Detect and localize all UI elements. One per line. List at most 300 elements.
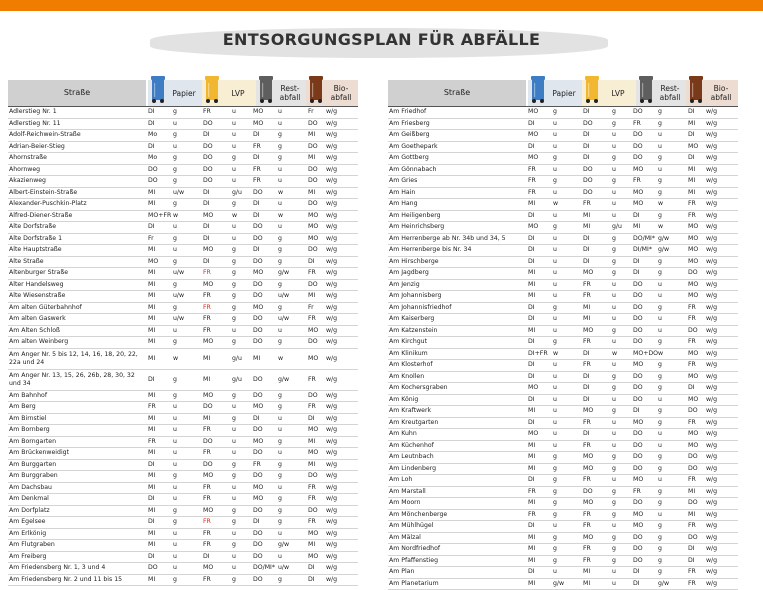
cell-value: w/g: [706, 337, 717, 348]
cell-value: DI: [583, 372, 590, 383]
street-name: Am Dorfplatz: [9, 506, 144, 517]
table-row: [388, 257, 738, 269]
cell-value: u: [232, 119, 236, 130]
cell-value: FR: [583, 521, 591, 532]
cell-value: DI: [688, 130, 695, 141]
cell-value: DO: [308, 337, 318, 348]
cell-value: MO: [308, 552, 318, 563]
cell-value: MI: [583, 303, 590, 314]
table-row: [388, 579, 738, 590]
cell-value: g: [278, 234, 282, 245]
cell-value: u: [173, 552, 177, 563]
table-row: [388, 153, 738, 165]
cell-value: w/g: [326, 425, 337, 436]
cell-value: g/u: [612, 222, 622, 233]
cell-value: g: [232, 245, 236, 256]
street-name: Am Nordfriedhof: [389, 544, 524, 555]
table-row: [388, 429, 738, 441]
cell-value: u: [553, 418, 557, 429]
cell-value: w/g: [326, 506, 337, 517]
cell-value: DI/MI*: [633, 245, 652, 256]
cell-value: DO: [253, 529, 263, 540]
cell-value: MO: [633, 188, 643, 199]
table-row: [8, 153, 358, 165]
cell-value: MO: [253, 402, 263, 413]
cell-value: DO: [633, 556, 643, 567]
street-name: Alter Handelsweg: [9, 280, 144, 291]
cell-value: w/g: [706, 521, 717, 532]
cell-value: u: [553, 326, 557, 337]
cell-value: w: [173, 211, 178, 222]
cell-value: g: [278, 575, 282, 586]
cell-value: u: [232, 563, 236, 574]
cell-value: g: [658, 498, 662, 509]
cell-value: g: [658, 556, 662, 567]
table-row: [388, 510, 738, 522]
cell-value: u: [658, 142, 662, 153]
header-rest: [256, 80, 306, 106]
cell-value: DI: [308, 257, 315, 268]
cell-value: u: [553, 234, 557, 245]
cell-value: u: [612, 521, 616, 532]
cell-value: w/g: [326, 107, 337, 118]
cell-value: DI: [148, 142, 155, 153]
cell-value: DO: [253, 188, 263, 199]
cell-value: w/g: [706, 199, 717, 210]
cell-value: FR: [148, 402, 156, 413]
cell-value: MO: [688, 441, 698, 452]
cell-value: DO: [253, 314, 263, 325]
cell-value: u: [173, 245, 177, 256]
street-name: Akazienweg: [9, 176, 144, 187]
table-row: [388, 452, 738, 464]
cell-value: g: [612, 153, 616, 164]
street-name: Am Küchenhof: [389, 441, 524, 452]
table-row: [8, 222, 358, 234]
header-papier: [148, 80, 202, 106]
cell-value: DI: [203, 199, 210, 210]
cell-value: u: [232, 326, 236, 337]
cell-value: u: [658, 395, 662, 406]
cell-value: g: [658, 521, 662, 532]
cell-value: u: [658, 130, 662, 141]
cell-value: FR: [308, 483, 316, 494]
cell-value: w/g: [326, 349, 337, 369]
cell-value: MI: [148, 414, 155, 425]
cell-value: MI: [528, 533, 535, 544]
cell-value: FR: [148, 437, 156, 448]
table-row: [8, 165, 358, 177]
cell-value: g: [173, 303, 177, 314]
cell-value: u: [173, 460, 177, 471]
cell-value: DO: [633, 372, 643, 383]
cell-value: MO: [583, 464, 593, 475]
cell-value: u: [232, 107, 236, 118]
cell-value: MO: [253, 107, 263, 118]
cell-value: u: [612, 579, 616, 590]
cell-value: w/g: [326, 563, 337, 574]
cell-value: DI: [688, 544, 695, 555]
cell-value: u: [553, 280, 557, 291]
street-name: Am Mälzal: [389, 533, 524, 544]
cell-value: u/w: [173, 291, 184, 302]
cell-value: DI: [148, 107, 155, 118]
cell-value: g: [173, 176, 177, 187]
cell-value: DO: [633, 533, 643, 544]
cell-value: g: [553, 153, 557, 164]
cell-value: u: [612, 395, 616, 406]
cell-value: w: [173, 349, 178, 369]
cell-value: DO: [253, 370, 263, 390]
cell-value: MI: [528, 406, 535, 417]
street-name: Am Knollen: [389, 372, 524, 383]
cell-value: DO: [633, 464, 643, 475]
cell-value: w/g: [706, 314, 717, 325]
cell-value: g: [553, 464, 557, 475]
cell-value: g: [232, 575, 236, 586]
cell-value: Fr: [308, 303, 314, 314]
table-header: [8, 72, 358, 107]
cell-value: FR: [583, 418, 591, 429]
cell-value: MI: [583, 579, 590, 590]
cell-value: g: [658, 487, 662, 498]
cell-value: FR: [308, 494, 316, 505]
cell-value: g: [658, 257, 662, 268]
cell-value: g/w: [553, 579, 564, 590]
cell-value: g: [658, 464, 662, 475]
cell-value: w/g: [706, 452, 717, 463]
cell-value: w/g: [706, 441, 717, 452]
cell-value: g: [278, 517, 282, 528]
cell-value: MO: [633, 360, 643, 371]
cell-value: u: [612, 211, 616, 222]
cell-value: DO: [253, 326, 263, 337]
cell-value: DO: [253, 257, 263, 268]
cell-value: g: [612, 452, 616, 463]
cell-value: FR: [528, 487, 536, 498]
table-row: [388, 268, 738, 280]
cell-value: MO: [148, 257, 158, 268]
cell-value: g: [173, 337, 177, 348]
cell-value: g: [173, 391, 177, 402]
cell-value: w: [232, 211, 237, 222]
cell-value: MO: [308, 349, 318, 369]
cell-value: w/g: [706, 222, 717, 233]
cell-value: u/w: [173, 314, 184, 325]
cell-value: u: [553, 165, 557, 176]
cell-value: u: [173, 425, 177, 436]
cell-value: w/g: [706, 579, 717, 590]
cell-value: u: [173, 326, 177, 337]
cell-value: g: [612, 268, 616, 279]
cell-value: g: [612, 510, 616, 521]
cell-value: w/g: [326, 370, 337, 390]
cell-value: MI: [148, 540, 155, 551]
cell-value: MI: [148, 349, 155, 369]
cell-value: MO: [633, 521, 643, 532]
cell-value: u: [553, 142, 557, 153]
table-row: [8, 448, 358, 460]
cell-value: u: [278, 165, 282, 176]
table-row: [8, 268, 358, 280]
street-name: Am Plan: [389, 567, 524, 578]
cell-value: DI: [148, 517, 155, 528]
cell-value: u: [658, 165, 662, 176]
cell-value: g: [553, 107, 557, 118]
cell-value: g: [232, 314, 236, 325]
cell-value: MI: [308, 130, 315, 141]
cell-value: Fr: [148, 234, 154, 245]
cell-value: DO: [148, 563, 158, 574]
cell-value: u: [173, 402, 177, 413]
street-name: Am Hang: [389, 199, 524, 210]
papier-bin-icon: [530, 74, 546, 104]
street-name: Alfred-Diener-Straße: [9, 211, 144, 222]
cell-value: MI: [148, 199, 155, 210]
cell-value: g: [612, 487, 616, 498]
cell-value: g: [658, 211, 662, 222]
cell-value: DI: [203, 188, 210, 199]
cell-value: MO: [688, 245, 698, 256]
street-name: Am Mönchenberge: [389, 510, 524, 521]
table-row: [8, 563, 358, 575]
cell-value: u: [278, 326, 282, 337]
cell-value: w/g: [706, 303, 717, 314]
street-name: Am Borngarten: [9, 437, 144, 448]
cell-value: u: [553, 291, 557, 302]
cell-value: DI: [528, 475, 535, 486]
cell-value: MO: [688, 429, 698, 440]
cell-value: FR: [203, 314, 211, 325]
street-name: Am Friedensberg Nr. 2 und 11 bis 15: [9, 575, 144, 586]
cell-value: MO: [688, 234, 698, 245]
cell-value: DI: [253, 199, 260, 210]
cell-value: DO: [203, 402, 213, 413]
cell-value: MI: [148, 245, 155, 256]
table-row: [8, 370, 358, 391]
cell-value: w/g: [706, 119, 717, 130]
cell-value: MI: [528, 452, 535, 463]
cell-value: DI: [528, 314, 535, 325]
cell-value: DO: [633, 498, 643, 509]
cell-value: MO: [528, 153, 538, 164]
cell-value: MI: [148, 280, 155, 291]
table-row: [8, 188, 358, 200]
cell-value: w/g: [326, 291, 337, 302]
cell-value: g: [612, 234, 616, 245]
cell-value: FR: [203, 425, 211, 436]
cell-value: DI: [633, 211, 640, 222]
cell-value: g: [173, 153, 177, 164]
table-row: [388, 349, 738, 361]
cell-value: u: [553, 441, 557, 452]
cell-value: g: [612, 406, 616, 417]
cell-value: DI: [688, 383, 695, 394]
table-row: [8, 437, 358, 449]
header-lvp: [582, 80, 636, 106]
cell-value: DO: [583, 119, 593, 130]
table-row: [388, 211, 738, 223]
cell-value: FR: [528, 188, 536, 199]
table-row: [8, 529, 358, 541]
cell-value: g: [278, 437, 282, 448]
cell-value: FR: [253, 176, 261, 187]
cell-value: w/g: [326, 483, 337, 494]
cell-value: MI: [148, 303, 155, 314]
cell-value: DO: [688, 464, 698, 475]
street-name: Am Friesberg: [389, 119, 524, 130]
cell-value: g: [658, 153, 662, 164]
cell-value: g: [278, 391, 282, 402]
cell-value: g: [173, 370, 177, 390]
cell-value: w: [553, 199, 558, 210]
cell-value: g: [278, 280, 282, 291]
cell-value: g: [658, 268, 662, 279]
cell-value: MO+FR: [148, 211, 171, 222]
cell-value: FR: [583, 280, 591, 291]
street-name: Am Erlkönig: [9, 529, 144, 540]
cell-value: w/g: [706, 326, 717, 337]
street-name: Am Dachsbau: [9, 483, 144, 494]
cell-value: DO: [583, 487, 593, 498]
cell-value: w/g: [326, 303, 337, 314]
cell-value: MI: [528, 544, 535, 555]
cell-value: DI: [633, 567, 640, 578]
cell-value: FR: [583, 441, 591, 452]
street-name: Am Kreutgarten: [389, 418, 524, 429]
street-name: Am Gottberg: [389, 153, 524, 164]
cell-value: w/g: [326, 268, 337, 279]
cell-value: Mo: [148, 153, 157, 164]
cell-value: g: [232, 280, 236, 291]
cell-value: g: [173, 517, 177, 528]
table-row: [388, 337, 738, 349]
street-name: Am Johannisfriedhof: [389, 303, 524, 314]
cell-value: MI: [528, 556, 535, 567]
cell-value: g: [612, 464, 616, 475]
street-name: Am Burggraben: [9, 471, 144, 482]
header-rest: [636, 80, 686, 106]
cell-value: w/g: [326, 448, 337, 459]
table-row: [8, 460, 358, 472]
cell-value: g/u: [232, 349, 242, 369]
table-row: [388, 498, 738, 510]
cell-value: MO: [688, 291, 698, 302]
cell-value: w/g: [326, 552, 337, 563]
cell-value: MO: [633, 475, 643, 486]
cell-value: MI: [148, 268, 155, 279]
cell-value: g: [278, 471, 282, 482]
cell-value: DI: [583, 245, 590, 256]
cell-value: FR: [308, 370, 316, 390]
cell-value: g: [173, 471, 177, 482]
street-name: Am alten Weinberg: [9, 337, 144, 348]
cell-value: MI: [308, 188, 315, 199]
cell-value: u: [173, 540, 177, 551]
table-row: [388, 418, 738, 430]
street-name: Am Anger Nr. 5 bis 12, 14, 16, 18, 20, 22, 22a und 24: [9, 351, 144, 367]
cell-value: DO: [308, 142, 318, 153]
street-name: Am Heiligenberg: [389, 211, 524, 222]
cell-value: u: [278, 107, 282, 118]
cell-value: DO: [308, 471, 318, 482]
cell-value: u: [232, 529, 236, 540]
cell-value: MI: [528, 464, 535, 475]
table-row: [388, 521, 738, 533]
cell-value: MO: [528, 429, 538, 440]
cell-value: DO: [688, 268, 698, 279]
cell-value: w/g: [706, 257, 717, 268]
cell-value: g: [553, 544, 557, 555]
street-name: Adlerstieg Nr. 11: [9, 119, 144, 130]
cell-value: DO: [688, 452, 698, 463]
cell-value: g: [612, 107, 616, 118]
table-row: [388, 142, 738, 154]
cell-value: DO: [633, 395, 643, 406]
cell-value: u/w: [278, 291, 289, 302]
cell-value: g: [553, 533, 557, 544]
cell-value: MO: [583, 498, 593, 509]
cell-value: MO: [688, 142, 698, 153]
cell-value: g: [553, 303, 557, 314]
cell-value: u: [553, 268, 557, 279]
table-row: [8, 130, 358, 142]
cell-value: DI: [148, 552, 155, 563]
cell-value: u: [553, 245, 557, 256]
table-row: [388, 383, 738, 395]
cell-value: DO: [633, 314, 643, 325]
street-name: Am Goethepark: [389, 142, 524, 153]
cell-value: FR: [203, 529, 211, 540]
cell-value: g: [232, 517, 236, 528]
street-name: Am Leutnbach: [389, 452, 524, 463]
cell-value: FR: [253, 142, 261, 153]
table-row: [8, 391, 358, 403]
cell-value: w/g: [326, 188, 337, 199]
cell-value: w/g: [706, 556, 717, 567]
cell-value: u: [553, 429, 557, 440]
cell-value: u: [553, 521, 557, 532]
cell-value: w/g: [706, 533, 717, 544]
cell-value: u: [658, 441, 662, 452]
header-bio-label: Bio- abfall: [704, 80, 738, 106]
cell-value: u: [553, 360, 557, 371]
cell-value: w/g: [706, 211, 717, 222]
cell-value: u: [278, 222, 282, 233]
table-row: [388, 372, 738, 384]
cell-value: g/w: [278, 540, 289, 551]
cell-value: FR: [688, 199, 696, 210]
cell-value: DO/MI*: [633, 234, 655, 245]
table-row: [388, 165, 738, 177]
cell-value: MO: [308, 529, 318, 540]
table-row: [388, 107, 738, 119]
cell-value: FR: [203, 326, 211, 337]
cell-value: MO: [253, 494, 263, 505]
cell-value: u: [232, 437, 236, 448]
cell-value: w/g: [326, 402, 337, 413]
cell-value: w/g: [706, 107, 717, 118]
street-name: Am Lindenberg: [389, 464, 524, 475]
cell-value: MI: [528, 441, 535, 452]
cell-value: u: [278, 552, 282, 563]
street-name: Am Jagdberg: [389, 268, 524, 279]
cell-value: g: [658, 406, 662, 417]
cell-value: DO: [253, 234, 263, 245]
street-name: Am Johannisberg: [389, 291, 524, 302]
cell-value: u: [278, 176, 282, 187]
cell-value: w/g: [326, 211, 337, 222]
